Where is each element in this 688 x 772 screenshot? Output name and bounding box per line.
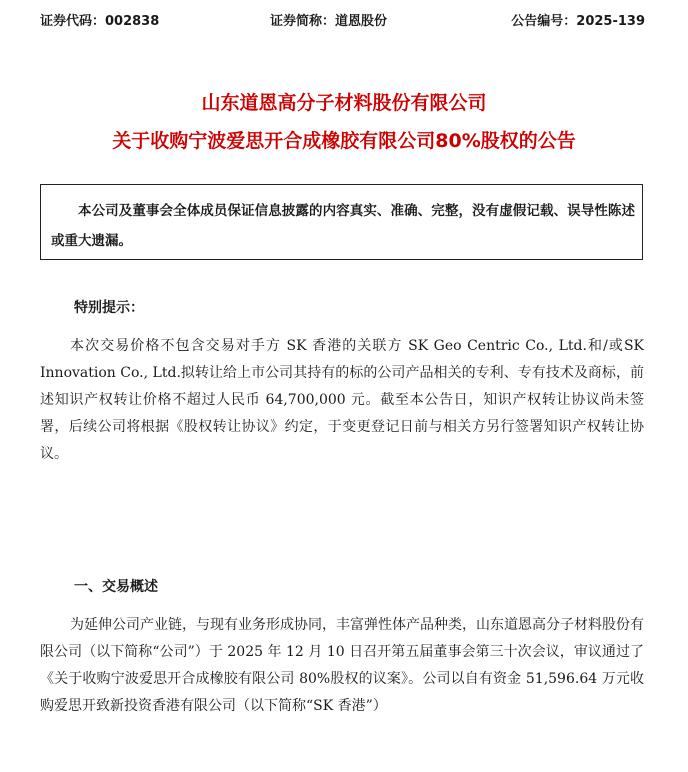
special-notice-heading: 特别提示： xyxy=(74,300,144,316)
disclaimer-box xyxy=(40,184,643,260)
company-title: 山东道恩高分子材料股份有限公司 xyxy=(201,92,487,114)
special-notice-paragraph: 本次交易价格不包含交易对手方 SK 香港的关联方 SK Geo Centric Co., Ltd.和/或SK Innovation Co., Ltd.拟转让给上市公司其持有的标的公司产品相关的专利、专有技术及商标，前述知识产权转让价格不超过人民币 64,700,000 元。截至本公告日，知识产权转让协议尚未签署，后续公司将根据《股权转让协议》约定，于变更登记日前与相关方另行签署知识产权转让协议。 xyxy=(40,338,644,462)
disclaimer-text: 本公司及董事会全体成员保证信息披露的内容真实、准确、完整，没有虚假记载、误导性陈述或重大遗漏。 xyxy=(51,203,635,249)
transaction-overview-paragraph: 为延伸公司产业链，与现有业务形成协同，丰富弹性体产品种类，山东道恩高分子材料股份有限公司（以下简称“公司”）于 2025 年 12 月 10 日召开第五届董事会第三十次会议，审议通过了《关于收购宁波爱思开合成橡胶有限公司 80%股权的议案》。公司以自有资金 51,596.64 万元收购爱思开致新投资香港有限公司（以下简称“SK 香港”） xyxy=(40,617,644,714)
stock-code: 证券代码：002838 xyxy=(40,14,160,29)
stock-short-name: 证券简称：道恩股份 xyxy=(270,14,388,29)
section-heading-transaction-overview: 一、交易概述 xyxy=(74,579,158,595)
announcement-title: 关于收购宁波爱思开合成橡胶有限公司80%股权的公告 xyxy=(112,130,576,152)
document-header xyxy=(40,10,645,30)
announcement-number: 公告编号：2025-139 xyxy=(511,14,645,29)
